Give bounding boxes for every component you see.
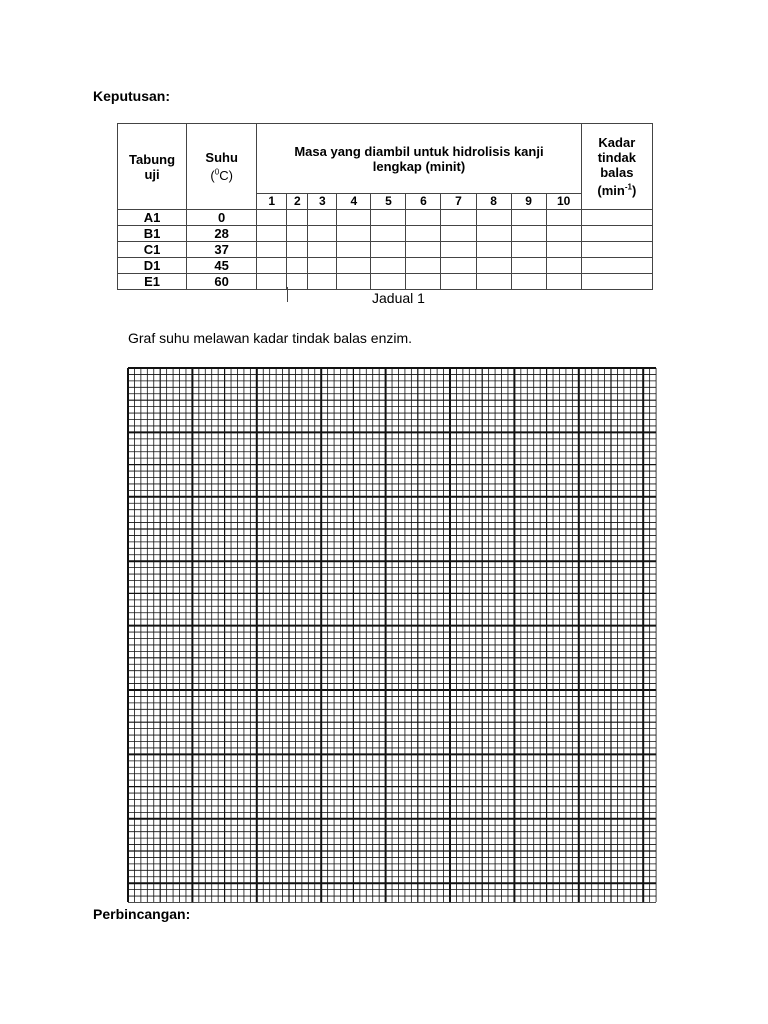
cell-empty[interactable] [308,210,337,226]
cell-empty[interactable] [546,258,581,274]
cell-tabung: C1 [118,242,187,258]
cell-suhu: 28 [187,226,257,242]
cell-suhu: 60 [187,274,257,290]
cell-empty[interactable] [287,226,308,242]
header-tabung-uji: Tabung uji [118,124,187,210]
cell-empty[interactable] [287,210,308,226]
cell-empty[interactable] [511,226,546,242]
cell-empty[interactable] [511,274,546,290]
cell-empty[interactable] [371,210,406,226]
cell-empty[interactable] [441,274,476,290]
cell-empty[interactable] [406,210,441,226]
cell-suhu: 0 [187,210,257,226]
cell-empty[interactable] [406,226,441,242]
cell-empty[interactable] [337,242,371,258]
cell-empty[interactable] [257,210,287,226]
cell-empty[interactable] [287,274,308,290]
minute-header: 1 [257,194,287,210]
minute-header: 10 [546,194,581,210]
table-row [118,242,653,258]
cell-empty[interactable] [371,226,406,242]
cell-tabung: B1 [118,226,187,242]
cell-empty[interactable] [257,242,287,258]
cell-empty[interactable] [257,258,287,274]
cell-empty[interactable] [546,274,581,290]
cell-empty[interactable] [371,242,406,258]
minute-header: 9 [511,194,546,210]
cell-empty[interactable] [476,258,511,274]
cell-suhu: 45 [187,258,257,274]
minute-header: 5 [371,194,406,210]
cell-suhu: 37 [187,242,257,258]
cell-empty[interactable] [257,226,287,242]
cell-empty[interactable] [476,274,511,290]
cell-empty[interactable] [441,242,476,258]
table-row [118,226,653,242]
header-masa: Masa yang diambil untuk hidrolisis kanji lengkap (minit) [257,124,582,194]
cell-empty[interactable] [371,274,406,290]
results-table [117,123,653,290]
cell-empty[interactable] [308,226,337,242]
table-caption: Jadual 1 [372,290,425,306]
cell-empty[interactable] [406,274,441,290]
cell-empty[interactable] [546,210,581,226]
cell-empty[interactable] [476,242,511,258]
graph-title: Graf suhu melawan kadar tindak balas enzim. [128,330,413,346]
cell-empty[interactable] [581,258,652,274]
cell-tabung: D1 [118,258,187,274]
minute-header: 4 [337,194,371,210]
cell-empty[interactable] [287,258,308,274]
heading-perbincangan: Perbincangan: [93,906,191,922]
cell-empty[interactable] [371,258,406,274]
cell-empty[interactable] [441,258,476,274]
cell-empty[interactable] [337,210,371,226]
cell-empty[interactable] [476,210,511,226]
cell-tabung: A1 [118,210,187,226]
cell-tabung: E1 [118,274,187,290]
cell-empty[interactable] [581,274,652,290]
cell-empty[interactable] [337,274,371,290]
cell-empty[interactable] [308,258,337,274]
cell-empty[interactable] [511,242,546,258]
table-row [118,210,653,226]
table-row [118,258,653,274]
header-kadar: Kadar tindak balas $(\min^{-1})$ [581,124,652,210]
cell-empty[interactable] [337,226,371,242]
cell-empty[interactable] [511,210,546,226]
minute-header: 7 [441,194,476,210]
cell-empty[interactable] [441,226,476,242]
minute-header: 3 [308,194,337,210]
minute-header: 2 [287,194,308,210]
cell-empty[interactable] [257,274,287,290]
minute-header: 8 [476,194,511,210]
cell-empty[interactable] [546,242,581,258]
graph-paper [127,367,658,904]
table-row [118,274,653,290]
cell-empty[interactable] [308,242,337,258]
cell-empty[interactable] [337,258,371,274]
cell-empty[interactable] [441,210,476,226]
cell-empty[interactable] [581,210,652,226]
minute-header: 6 [406,194,441,210]
cell-empty[interactable] [287,242,308,258]
cell-empty[interactable] [406,242,441,258]
cell-empty[interactable] [406,258,441,274]
cell-empty[interactable] [546,226,581,242]
cell-empty[interactable] [581,226,652,242]
cell-empty[interactable] [476,226,511,242]
table-divider-line [287,287,288,302]
cell-empty[interactable] [308,274,337,290]
heading-keputusan: Keputusan: [93,88,170,104]
header-suhu: Suhu ($^0$C) [187,124,257,210]
cell-empty[interactable] [511,258,546,274]
cell-empty[interactable] [581,242,652,258]
